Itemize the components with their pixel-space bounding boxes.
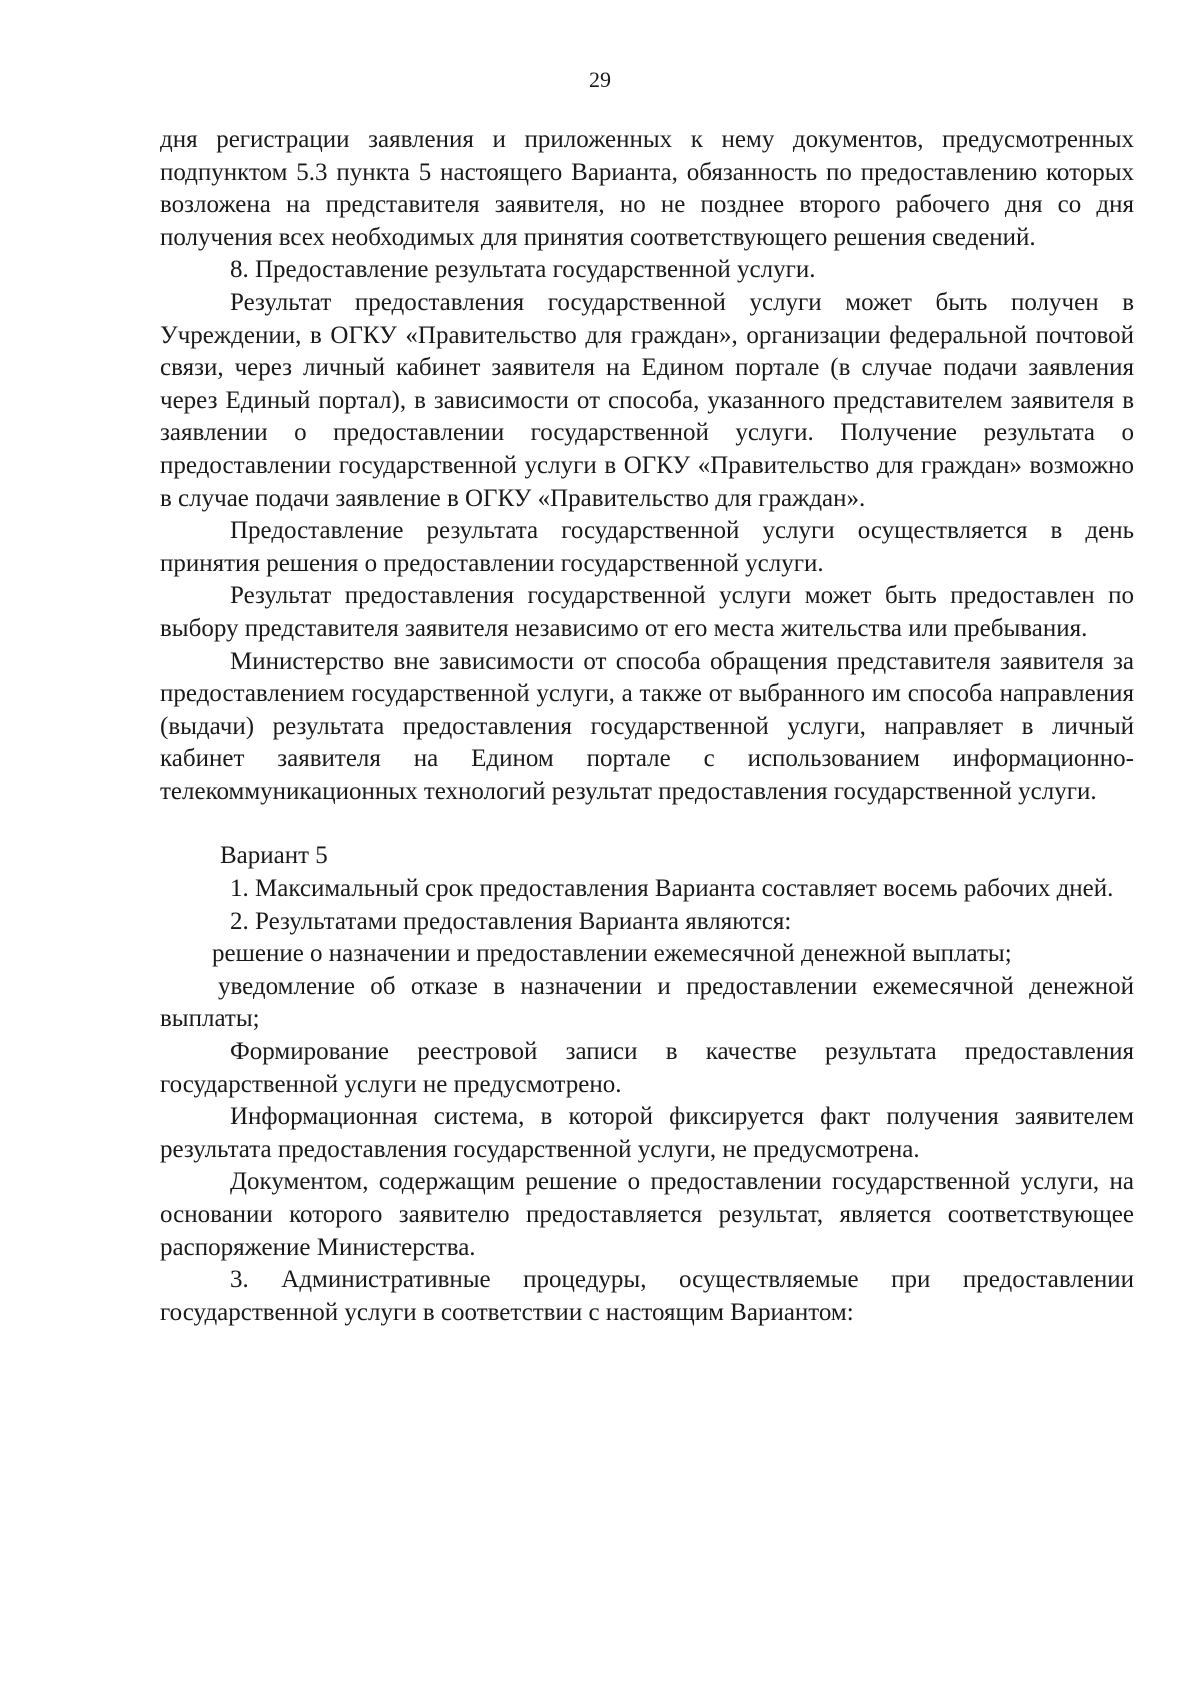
paragraph-variant-3: 3. Административные процедуры, осуществляемые при предоставлении государственной услуги в соответствии с настоящим Вариантом: — [160, 1266, 1134, 1326]
paragraph-variant-2: 2. Результатами предоставления Варианта являются: — [230, 907, 792, 935]
paragraph-refusal-notice: уведомление об отказе в назначении и предоставлении ежемесячной денежной выплаты; — [160, 972, 1134, 1033]
paragraph-info-system: Информационная система, в которой фиксируется факт получения заявителем результата предоставления государственной услуги, не предусмотрена. — [160, 1103, 1134, 1163]
section-heading: Вариант 5 — [220, 842, 328, 870]
paragraph-continuation: дня регистрации заявления и приложенных к нему документов, предусмотренных подпунктом 5.3 пункта 5 настоящего Варианта, обязанность по предоставлению которых возложена на представителя заявителя, но не позднее второго рабочего дня со дня получения всех необходимых для принятия соответствующего решения сведений. — [160, 126, 1134, 251]
paragraph-result-day: Предоставление результата государственной услуги осуществляется в день принятия решения о предоставлении государственной услуги. — [160, 517, 1134, 577]
document-body — [160, 124, 1134, 1329]
paragraph-decision: решение о назначении и предоставлении ежемесячной денежной выплаты; — [212, 940, 1012, 968]
paragraph-result-choice: Результат предоставления государственной услуги может быть предоставлен по выбору представителя заявителя независимо от его места жительства или пребывания. — [160, 582, 1134, 642]
paragraph-ministry: Министерство вне зависимости от способа обращения представителя заявителя за предоставлением государственной услуги, а также от выбранного им способа направления (выдачи) результата предоставления государственной услуги, направляет в личный кабинет заявителя на Едином портале с использованием информационно-телекоммуникационных технологий результат предоставления государственной услуги. — [160, 647, 1134, 805]
paragraph-result-receipt: Результат предоставления государственной услуги может быть получен в Учреждении, в ОГКУ «Правительство для граждан», организации федеральной почтовой связи, через личный кабинет заявителя на Едином портале (в случае подачи заявления через Единый портал), в зависимости от способа, указанного представителем заявителя в заявлении о предоставлении государственной услуги. Получение результата о предоставлении государственной услуги в ОГКУ «Правительство для граждан» возможно в случае подачи заявление в ОГКУ «Правительство для граждан». — [160, 288, 1134, 512]
paragraph-registry: Формирование реестровой записи в качестве результата предоставления государственной услуги не предусмотрено. — [160, 1038, 1134, 1098]
paragraph-variant-1: 1. Максимальный срок предоставления Варианта составляет восемь рабочих дней. — [230, 875, 1114, 903]
page-number: 29 — [589, 67, 611, 92]
paragraph-item-8: 8. Предоставление результата государственной услуги. — [230, 256, 816, 284]
paragraph-decision-document: Документом, содержащим решение о предоставлении государственной услуги, на основании которого заявителю предоставляется результат, является соответствующее распоряжение Министерства. — [160, 1168, 1134, 1261]
